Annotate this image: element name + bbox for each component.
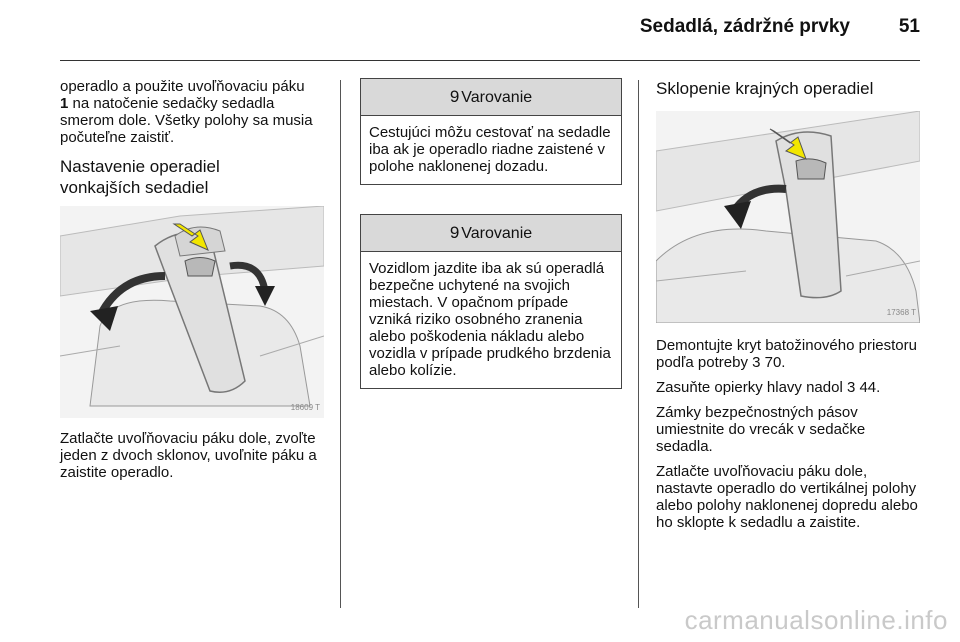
column-divider-left xyxy=(340,80,341,608)
warning-title-1: Varovanie xyxy=(461,89,533,106)
column-left xyxy=(60,78,326,489)
column-divider-right xyxy=(638,80,639,608)
warning-icon: 9 xyxy=(449,223,460,242)
intro-lever-number: 1 xyxy=(60,95,69,112)
warning-header-2 xyxy=(361,215,621,252)
intro-text: operadlo a použite uvoľňovaciu páku xyxy=(60,78,305,95)
seat-illustration-1 xyxy=(60,206,324,418)
section-heading-outer-seats xyxy=(60,156,326,198)
heading-line-1: Nastavenie operadiel xyxy=(60,157,220,176)
paragraph-release-lever: Zatlačte uvoľňovaciu páku dole, nastavte operadlo do vertikálnej polohy alebo polohy naklonenej dopredu alebo ho sklopte k sedadlu a zaistite. xyxy=(656,463,918,531)
warning-title-2: Varovanie xyxy=(461,225,533,242)
warning-icon: 9 xyxy=(449,87,460,106)
warning-header-1 xyxy=(361,79,621,116)
heading-line-2: vonkajších sedadiel xyxy=(60,178,209,197)
section-heading-fold: Sklopenie krajných operadiel xyxy=(656,79,874,98)
paragraph-remove-cover: Demontujte kryt batožinového priestoru podľa potreby 3 70. xyxy=(656,337,917,371)
figure-code-1: 18609 T xyxy=(290,403,320,412)
intro-paragraph xyxy=(60,78,326,146)
seat-illustration-2 xyxy=(656,111,920,323)
paragraph-headrests: Zasuňte opierky hlavy nadol 3 44. xyxy=(656,379,881,396)
paragraph-belt-buckles: Zámky bezpečnostných pásov umiestnite do vrecák v sedačke sedadla. xyxy=(656,404,866,455)
seat-drawing-1 xyxy=(60,206,324,418)
header-title: Sedadlá, zádržné prvky xyxy=(639,16,850,37)
watermark: carmanualsonline.info xyxy=(684,605,948,635)
header-rule xyxy=(60,60,920,61)
figure-code-2: 17368 T xyxy=(886,308,916,317)
seat-drawing-2 xyxy=(656,111,920,323)
column-right xyxy=(656,78,922,539)
warning-box-1 xyxy=(360,78,622,185)
warning-text-1: Cestujúci môžu cestovať na sedadle iba ak je operadlo riadne zaistené v polohe naklonenej dozadu. xyxy=(369,124,611,175)
page-number: 51 xyxy=(898,16,920,37)
warning-text-2: Vozidlom jazdite iba ak sú operadlá bezpečne uchytené na svojich miestach. V opačnom prípade vzniká riziko osobného zranenia alebo poškodenia nákladu alebo vozidla v prípade prudkého brzdenia alebo kolízie. xyxy=(369,260,611,379)
intro-rest: na natočenie sedačky sedadla smerom dole. Všetky polohy sa musia počuteľne zaistiť. xyxy=(60,95,313,146)
warning-box-2 xyxy=(360,214,622,389)
caption-paragraph: Zatlačte uvoľňovaciu páku dole, zvoľte jeden z dvoch sklonov, uvoľnite páku a zaistite operadlo. xyxy=(60,430,317,481)
